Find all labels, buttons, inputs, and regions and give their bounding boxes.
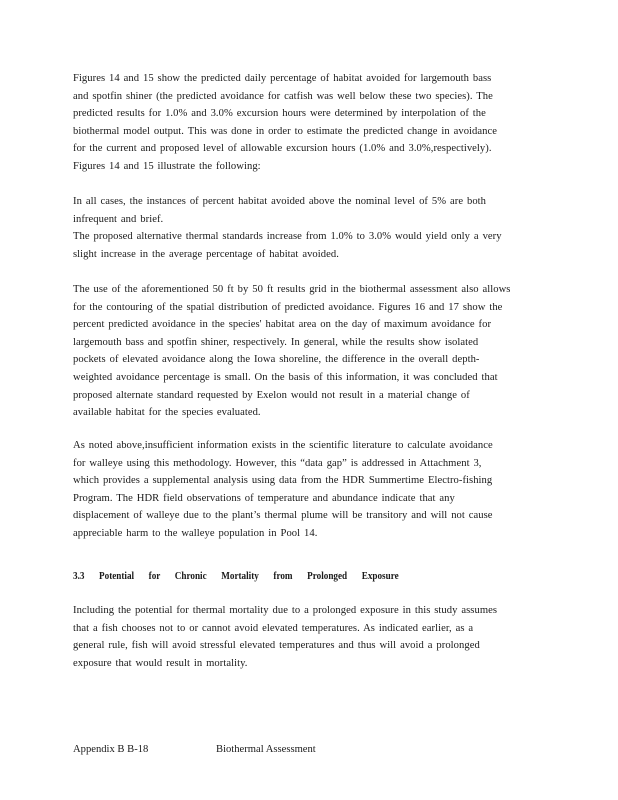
text-line: proposed alternate standard requested by Exelon would not result in a material change of [73,389,470,401]
text-line: exposure that would result in mortality. [73,657,248,669]
text-line: slight increase in the average percentage of habitat avoided. [73,248,339,260]
text-line: for the current and proposed level of allowable excursion hours (1.0% and 3.0%,respectively). [73,143,492,155]
paragraph-chronic-mortality [73,602,535,672]
text-line: The use of the aforementioned 50 ft by 50 ft results grid in the biothermal assessment also allows [73,284,511,295]
paragraph-habitat-avoidance [73,70,535,176]
text-line: As noted above,insufficient information exists in the scientific literature to calculate avoidance [73,440,493,451]
text-line: available habitat for the species evaluated. [73,407,261,419]
paragraph-spatial-contouring [73,281,535,422]
text-line: that a fish chooses not to or cannot avoid elevated temperatures. As indicated earlier, as a [73,622,474,634]
footer-page-label: Appendix B B-18 [73,744,149,755]
text-line: percent predicted avoidance in the species' habitat area on the day of maximum avoidance for [73,319,492,331]
text-line: weighted avoidance percentage is small. On the basis of this information, it was concluded that [73,371,498,383]
text-line: Program. The HDR field observations of temperature and abundance indicate that any [73,492,455,504]
text-line: pockets of elevated avoidance along the Iowa shoreline, the difference in the overall depth- [73,354,480,366]
paragraph-walleye [73,437,535,543]
text-line: which provides a supplemental analysis using data from the HDR Summertime Electro-fishing [73,475,493,487]
text-line: general rule, fish will avoid stressful elevated temperatures and thus will avoid a prolonged [73,640,480,652]
text-line: largemouth bass and spotfin shiner, respectively. In general, while the results show isolated [73,336,479,348]
text-line: The proposed alternative thermal standards increase from 1.0% to 3.0% would yield only a very [73,231,502,243]
text-line: infrequent and brief. [73,213,164,225]
text-line: predicted results for 1.0% and 3.0% excursion hours were determined by interpolation of the [73,108,486,120]
text-line: Figures 14 and 15 show the predicted daily percentage of habitat avoided for largemouth bass [73,73,492,84]
text-line: for walleye using this methodology. However, this “data gap” is addressed in Attachment 3, [73,457,482,469]
text-line: Including the potential for thermal mortality due to a prolonged exposure in this study assumes [73,605,498,616]
paragraph-findings [73,193,535,263]
text-line: Figures 14 and 15 illustrate the following: [73,160,261,172]
text-line: for the contouring of the spatial distribution of predicted avoidance. Figures 16 and 17 show the [73,301,503,313]
footer-section-title: Biothermal Assessment [216,744,316,755]
text-line: In all cases, the instances of percent habitat avoided above the nominal level of 5% are both [73,196,487,207]
text-line: displacement of walleye due to the plant’s thermal plume will be transitory and will not cause [73,510,493,522]
text-line: appreciable harm to the walleye population in Pool 14. [73,527,318,539]
section-heading: 3.3 Potential for Chronic Mortality from Prolonged Exposure [73,571,399,582]
text-line: and spotfin shiner (the predicted avoidance for catfish was well below these two species). The [73,90,493,102]
text-line: biothermal model output. This was done in order to estimate the predicted change in avoidance [73,125,497,137]
